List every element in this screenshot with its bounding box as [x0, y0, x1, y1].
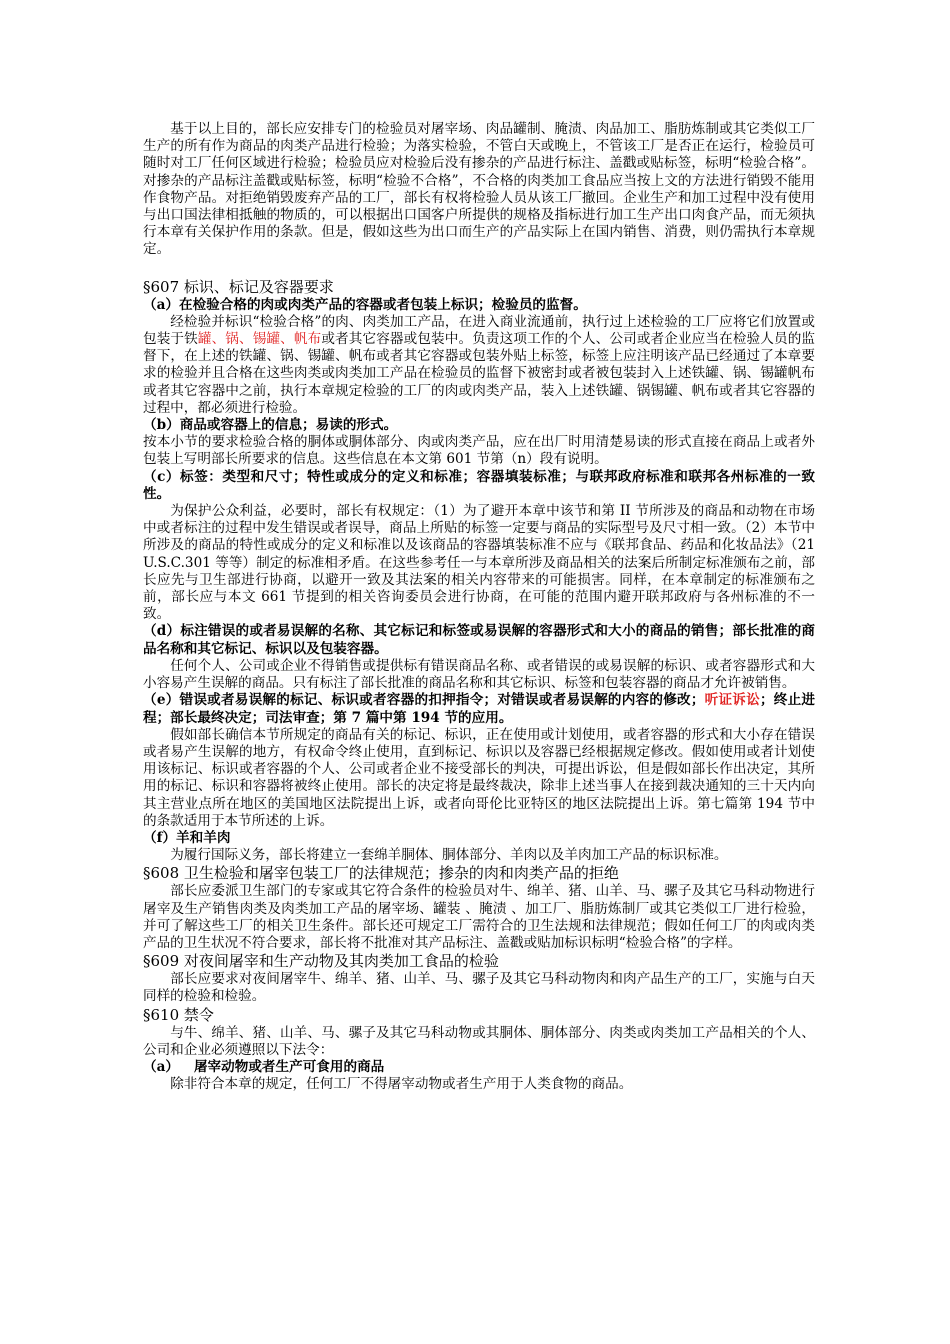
section-608-paragraph: 部长应委派卫生部门的专家或其它符合条件的检验员对牛、绵羊、猪、山羊、马、骡子及其它马科动物进行屠宰及生产销售肉类及肉类加工产品的屠宰场、罐装 、腌渍 、加工厂、脂肪炼制厂或其它类似工厂进行检验，并可了解这些工厂的相关卫生条件。部长还可规定工厂需符合的卫生法规和法律规范；假如任何工厂的肉或肉类产品的卫生状况不符合要求，部长将不批准对其产品标注、盖戳或贴加标识标明“检验合格”的字样。 — [143, 883, 815, 951]
section-607-e-heading-end: ；终止进程；部长最终决定；司法审查；第 7 篇中第 194 节的应用。 — [143, 692, 816, 726]
section-610-a-heading — [143, 1059, 815, 1076]
document-page — [143, 121, 815, 1093]
section-608-heading: §608 卫生检验和屠宰包装工厂的法律规范；掺杂的肉和肉类产品的拒绝 — [143, 864, 619, 883]
section-610-a-title: 屠宰动物或者生产可食用的商品 — [193, 1058, 385, 1075]
section-607-f-paragraph: 为履行国际义务，部长将建立一套绵羊胴体、胴体部分、羊肉以及羊肉加工产品的标识标准。 — [170, 847, 728, 864]
section-610-paragraph: 与牛、绵羊、猪、山羊、马、骡子及其它马科动物或其胴体、胴体部分、肉类或肉类加工产品相关的个人、公司和企业必须遵照以下法令： — [143, 1024, 815, 1058]
section-607-a-text-end: 或者其它容器或包装中。负责这项工作的个人、公司或者企业应当在检验人员的监督下，在上述的铁罐、锅、锡罐、帆布或者其它容器或包装外贴上标签，标签上应注明该产品已经通过了本章要求的检验并且合格在这些肉类或肉类加工产品在检验员的监督下被密封或者被包装封入上述铁罐、锅、锡罐帆布或者其它容器中之前，执行本章规定检验的工厂的肉或肉类产品，装入上述铁罐、锅锡罐、帆布或者其它容器的过程中，都必须进行检验。 — [143, 331, 816, 416]
section-610-heading: §610 禁令 — [143, 1005, 214, 1024]
section-607-b-paragraph: 按本小节的要求检验合格的胴体或胴体部分、肉或肉类产品，应在出厂时用清楚易读的形式直接在商品上或者外包装上写明部长所要求的信息。这些信息在本文第 601 节第（n）段有说明。 — [143, 434, 815, 468]
section-607-d-heading: （d）标注错误的或者易误解的名称、其它标记和标签或易误解的容器形式和大小的商品的销售；部长批准的商品名称和其它标记、标识以及包装容器。 — [143, 623, 815, 657]
section-607-a-text-start: 经检验并标识“检验合格”的肉、肉类加工产品，在进入商业流通前，执行过上述检验的工厂应将它们放置或包装于铁 — [143, 313, 815, 348]
highlighted-container-terms: 罐、锅、锡罐、帆布 — [197, 331, 322, 348]
section-607-e-paragraph: 假如部长确信本节所规定的商品有关的标记、标识，正在使用或计划使用，或者容器的形式和大小存在错误或者易产生误解的地方，有权命令终止使用，直到标记、标识以及容器已经根据规定修改。假如使用或者计划使用该标记、标识或者容器的个人、公司或者企业不接受部长的判决，可提出诉讼，但是假如部长作出决定，其所用的标记、标识和容器将被终止使用。部长的决定将是最终裁决，除非上述当事人在接到裁决通知的三十天内向其主营业点所在地区的美国地区法院提出上诉，或者向哥伦比亚特区的地区法院提出上诉。第七篇第 194 节中的条款适用于本节所述的上诉。 — [143, 726, 815, 829]
intro-paragraph: 基于以上目的，部长应安排专门的检验员对屠宰场、肉品罐制、腌渍、肉品加工、脂肪炼制或其它类似工厂生产的所有作为商品的肉类产品进行检验；为落实检验，不管白天或晚上，不管该工厂是否正在运行，检验员可随时对工厂任何区域进行检验；检验员应对检验后没有掺杂的产品进行标注、盖戳或贴标签，标明“检验合格”。对掺杂的产品标注盖戳或贴标签，标明“检验不合格”，不合格的肉类加工食品应当按上文的方法进行销毁不能用作食物产品。对拒绝销毁废弃产品的工厂，部长有权将检验人员从该工厂撤回。企业生产和加工过程中没有使用与出口国法律相抵触的物质的，可以根据出口国客户所提供的规格及指标进行加工生产出口肉食产品，而无须执行本章有关保护作用的条款。但是，假如这些为出口而生产的产品实际上在国内销售、消费，则仍需执行本章规定。 — [143, 121, 815, 258]
section-607-c-paragraph: 为保护公众利益，必要时，部长有权规定：（1）为了避开本章中该节和第 II 节所涉及的商品和动物在市场中或者标注的过程中发生错误或者误导，商品上所贴的标签一定要与商品的实际型号及尺寸相一致。（2）本节中所涉及的商品的特性或成分的定义和标准以及该商品的容器填装标准不应与《联邦食品、药品和化妆品法》（21 U.S.C.301 等等）制定的标准相矛盾。在这些参考任一与本章所涉及商品相关的法案后所制定标准颁布之前，部长应先与卫生部进行协商，以避开一致及其法案的相关内容带来的可能损害。同样，在本章制定的标准颁布之前，部长应与本文 661 节提到的相关咨询委员会进行协商，在可能的范围内避开联邦政府与各州标准的不一致。 — [143, 503, 815, 623]
section-607-a-heading: （a）在检验合格的肉或肉类产品的容器或者包装上标识；检验员的监督。 — [143, 296, 587, 313]
section-607-e-heading-start: （e）错误或者易误解的标记、标识或者容器的扣押指令；对错误或者易误解的内容的修改； — [143, 692, 705, 709]
highlighted-hearing-term: 听证诉讼 — [704, 692, 760, 709]
section-607-heading: §607 标识、标记及容器要求 — [143, 277, 334, 296]
section-607-e-heading — [143, 692, 815, 726]
section-610-a-paragraph: 除非符合本章的规定，任何工厂不得屠宰动物或者生产用于人类食物的商品。 — [170, 1076, 633, 1093]
section-609-paragraph: 部长应要求对夜间屠宰牛、绵羊、猪、山羊、马、骡子及其它马科动物肉和肉产品生产的工厂，实施与白天同样的检验和检验。 — [143, 971, 815, 1005]
section-607-d-paragraph: 任何个人、公司或企业不得销售或提供标有错误商品名称、或者错误的或易误解的标识、或者容器形式和大小容易产生误解的商品。只有标注了部长批准的商品名称和其它标识、标签和包装容器的商品才允许被销售。 — [143, 657, 815, 692]
section-607-b-heading: （b）商品或容器上的信息；易读的形式。 — [143, 417, 398, 434]
section-607-f-heading: （f）羊和羊肉 — [143, 829, 231, 846]
section-607-c-heading: （c）标签：类型和尺寸；特性或成分的定义和标准；容器填装标准；与联邦政府标准和联邦各州标准的一致性。 — [143, 468, 815, 502]
section-610-a-label: （a） — [143, 1058, 179, 1075]
section-607-a-paragraph — [143, 314, 815, 417]
section-609-heading: §609 对夜间屠宰和生产动物及其肉类加工食品的检验 — [143, 952, 499, 971]
